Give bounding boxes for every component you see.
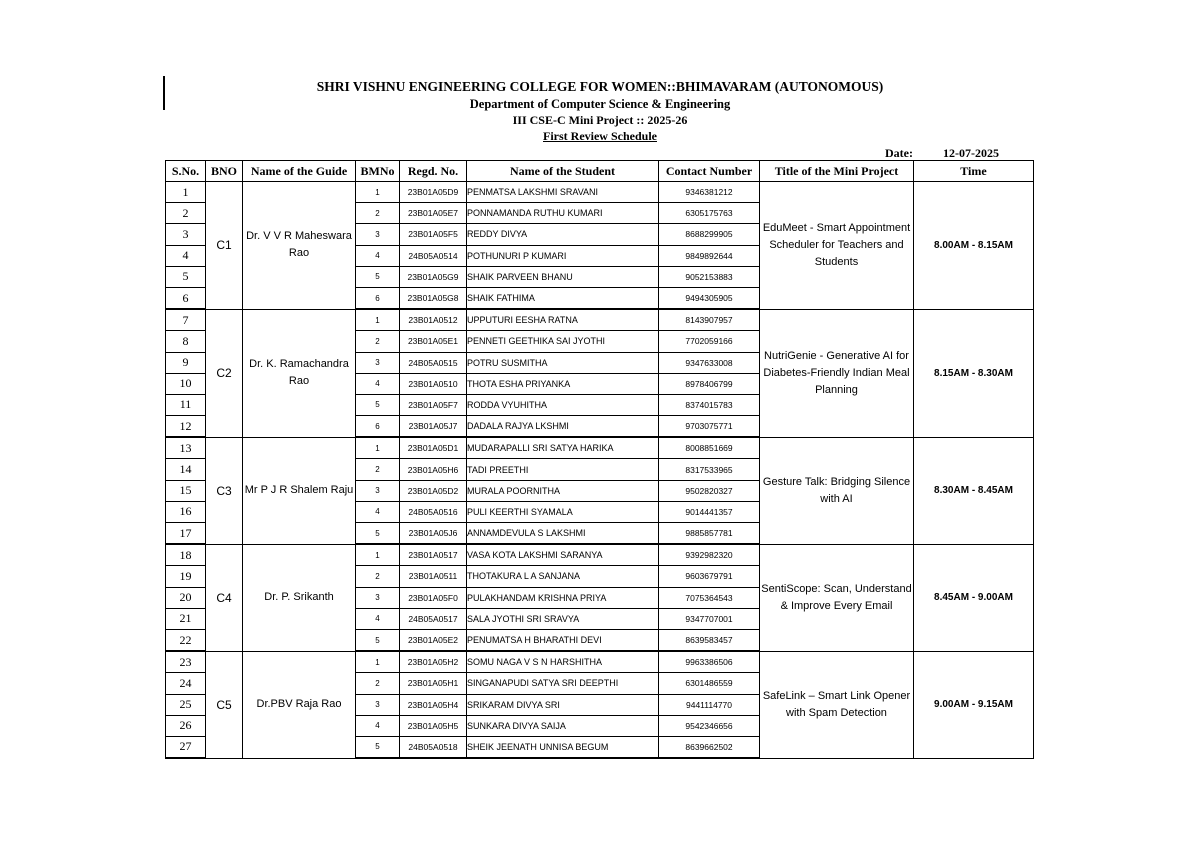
student-header: Name of the Student — [467, 161, 659, 182]
serial-number: 26 — [166, 715, 206, 736]
contact-number: 7075364543 — [659, 587, 760, 608]
batch-member-number: 5 — [356, 266, 400, 287]
registration-number: 23B01A05F0 — [400, 587, 467, 608]
contact-number: 9963386506 — [659, 651, 760, 673]
serial-number: 22 — [166, 629, 206, 651]
registration-number: 24B05A0515 — [400, 352, 467, 373]
time-slot: 8.45AM - 9.00AM — [914, 544, 1034, 651]
batch-member-number: 5 — [356, 736, 400, 758]
student-name: MURALA POORNITHA — [467, 480, 659, 501]
serial-number: 20 — [166, 587, 206, 608]
serial-number: 5 — [166, 266, 206, 287]
serial-number: 25 — [166, 694, 206, 715]
registration-number: 23B01A05G8 — [400, 287, 467, 309]
serial-number: 24 — [166, 673, 206, 694]
guide-name: Mr P J R Shalem Raju — [243, 437, 356, 544]
student-name: PENUMATSA H BHARATHI DEVI — [467, 629, 659, 651]
contact-number: 8688299905 — [659, 224, 760, 245]
table-row — [166, 437, 1034, 459]
student-name: ANNAMDEVULA S LAKSHMI — [467, 523, 659, 545]
contact-number: 6301486559 — [659, 673, 760, 694]
serial-number: 16 — [166, 501, 206, 522]
registration-number: 24B05A0518 — [400, 736, 467, 758]
contact-number: 9494305905 — [659, 287, 760, 309]
batch-member-number: 3 — [356, 480, 400, 501]
registration-number: 23B01A0517 — [400, 544, 467, 566]
registration-number: 23B01A05E1 — [400, 331, 467, 352]
student-name: TADI PREETHI — [467, 459, 659, 480]
batch-member-number: 5 — [356, 523, 400, 545]
project-title-cell: EduMeet - Smart Appointment Scheduler for Teachers and Students — [760, 182, 914, 310]
contact-number: 9885857781 — [659, 523, 760, 545]
guide-header: Name of the Guide — [243, 161, 356, 182]
student-name: POTHUNURI P KUMARI — [467, 245, 659, 266]
student-name: THOTAKURA L A SANJANA — [467, 566, 659, 587]
batch-member-number: 2 — [356, 459, 400, 480]
student-name: PONNAMANDA RUTHU KUMARI — [467, 203, 659, 224]
registration-number: 23B01A05D1 — [400, 437, 467, 459]
contact-number: 9703075771 — [659, 416, 760, 438]
registration-number: 24B05A0517 — [400, 608, 467, 629]
student-name: POTRU SUSMITHA — [467, 352, 659, 373]
time-slot: 8.15AM - 8.30AM — [914, 309, 1034, 437]
student-name: DADALA RAJYA LKSHMI — [467, 416, 659, 438]
registration-number: 23B01A05H2 — [400, 651, 467, 673]
serial-number: 14 — [166, 459, 206, 480]
contact-number: 6305175763 — [659, 203, 760, 224]
batch-member-number: 5 — [356, 629, 400, 651]
serial-number: 18 — [166, 544, 206, 566]
contact-number: 8978406799 — [659, 373, 760, 394]
college-title: SHRI VISHNU ENGINEERING COLLEGE FOR WOMEN::BHIMAVARAM (AUTONOMOUS) — [316, 79, 884, 94]
batch-member-number: 3 — [356, 587, 400, 608]
serial-number: 7 — [166, 309, 206, 331]
serial-number: 2 — [166, 203, 206, 224]
contact-number: 8317533965 — [659, 459, 760, 480]
time-slot: 8.30AM - 8.45AM — [914, 437, 1034, 544]
batch-member-number: 6 — [356, 287, 400, 309]
registration-number: 23B01A05H1 — [400, 673, 467, 694]
serial-number: 27 — [166, 736, 206, 758]
bno-header: BNO — [206, 161, 243, 182]
student-name: SHAIK PARVEEN BHANU — [467, 266, 659, 287]
student-name: MUDARAPALLI SRI SATYA HARIKA — [467, 437, 659, 459]
batch-member-number: 3 — [356, 694, 400, 715]
serial-number: 4 — [166, 245, 206, 266]
serial-number: 11 — [166, 394, 206, 415]
student-name: SINGANAPUDI SATYA SRI DEEPTHI — [467, 673, 659, 694]
serial-number: 1 — [166, 182, 206, 203]
student-name: RODDA VYUHITHA — [467, 394, 659, 415]
table-row — [166, 651, 1034, 673]
registration-number: 23B01A05J6 — [400, 523, 467, 545]
time-slot: 9.00AM - 9.15AM — [914, 651, 1034, 758]
contact-header: Contact Number — [659, 161, 760, 182]
student-name: UPPUTURI EESHA RATNA — [467, 309, 659, 331]
registration-number: 23B01A05H4 — [400, 694, 467, 715]
batch-member-number: 3 — [356, 352, 400, 373]
schedule-title: First Review Schedule — [543, 129, 657, 143]
registration-number: 23B01A05H6 — [400, 459, 467, 480]
contact-number: 9502820327 — [659, 480, 760, 501]
student-name: VASA KOTA LAKSHMI SARANYA — [467, 544, 659, 566]
guide-name: Dr. K. Ramachandra Rao — [243, 309, 356, 437]
batch-member-number: 2 — [356, 566, 400, 587]
serial-number: 17 — [166, 523, 206, 545]
student-name: PULI KEERTHI SYAMALA — [467, 501, 659, 522]
registration-number: 23B01A05F7 — [400, 394, 467, 415]
batch-member-number: 4 — [356, 715, 400, 736]
batch-number: C1 — [206, 182, 243, 310]
contact-number: 8374015783 — [659, 394, 760, 415]
bmno-header: BMNo — [356, 161, 400, 182]
title-header: Title of the Mini Project — [760, 161, 914, 182]
serial-number: 6 — [166, 287, 206, 309]
registration-number: 23B01A0510 — [400, 373, 467, 394]
registration-number: 23B01A05E7 — [400, 203, 467, 224]
registration-number: 24B05A0514 — [400, 245, 467, 266]
contact-number: 9347707001 — [659, 608, 760, 629]
student-name: SUNKARA DIVYA SAIJA — [467, 715, 659, 736]
serial-number: 10 — [166, 373, 206, 394]
guide-name: Dr.PBV Raja Rao — [243, 651, 356, 758]
registration-number: 24B05A0516 — [400, 501, 467, 522]
time-header: Time — [914, 161, 1034, 182]
contact-number: 8143907957 — [659, 309, 760, 331]
batch-member-number: 2 — [356, 331, 400, 352]
batch-member-number: 6 — [356, 416, 400, 438]
student-name: PENMATSA LAKSHMI SRAVANI — [467, 182, 659, 203]
contact-number: 9441114770 — [659, 694, 760, 715]
batch-member-number: 1 — [356, 651, 400, 673]
serial-number: 8 — [166, 331, 206, 352]
student-name: SRIKARAM DIVYA SRI — [467, 694, 659, 715]
regd-header: Regd. No. — [400, 161, 467, 182]
batch-number: C3 — [206, 437, 243, 544]
table-row — [166, 309, 1034, 331]
student-name: SHEIK JEENATH UNNISA BEGUM — [467, 736, 659, 758]
batch-number: C5 — [206, 651, 243, 758]
time-slot: 8.00AM - 8.15AM — [914, 182, 1034, 310]
contact-number: 9346381212 — [659, 182, 760, 203]
serial-number: 15 — [166, 480, 206, 501]
project-title-cell: SafeLink – Smart Link Opener with Spam Detection — [760, 651, 914, 758]
batch-member-number: 2 — [356, 203, 400, 224]
contact-number: 9014441357 — [659, 501, 760, 522]
contact-number: 9052153883 — [659, 266, 760, 287]
serial-number: 21 — [166, 608, 206, 629]
serial-number: 12 — [166, 416, 206, 438]
batch-member-number: 4 — [356, 245, 400, 266]
student-name: SALA JYOTHI SRI SRAVYA — [467, 608, 659, 629]
registration-number: 23B01A05J7 — [400, 416, 467, 438]
batch-member-number: 4 — [356, 501, 400, 522]
table-header-row — [166, 161, 1034, 182]
registration-number: 23B01A05D2 — [400, 480, 467, 501]
contact-number: 9392982320 — [659, 544, 760, 566]
student-name: SOMU NAGA V S N HARSHITHA — [467, 651, 659, 673]
project-title-cell: Gesture Talk: Bridging Silence with AI — [760, 437, 914, 544]
contact-number: 8639583457 — [659, 629, 760, 651]
contact-number: 9347633008 — [659, 352, 760, 373]
project-title-cell: SentiScope: Scan, Understand & Improve Every Email — [760, 544, 914, 651]
date-value: 12-07-2025 — [943, 146, 999, 160]
serial-number: 3 — [166, 224, 206, 245]
batch-member-number: 1 — [356, 309, 400, 331]
student-name: REDDY DIVYA — [467, 224, 659, 245]
department-title: Department of Computer Science & Engineering — [469, 97, 731, 111]
student-name: PENNETI GEETHIKA SAI JYOTHI — [467, 331, 659, 352]
serial-number: 9 — [166, 352, 206, 373]
registration-number: 23B01A05G9 — [400, 266, 467, 287]
registration-number: 23B01A05F5 — [400, 224, 467, 245]
contact-number: 9849892644 — [659, 245, 760, 266]
contact-number: 9542346656 — [659, 715, 760, 736]
student-name: THOTA ESHA PRIYANKA — [467, 373, 659, 394]
batch-member-number: 4 — [356, 373, 400, 394]
date-label: Date: — [885, 146, 913, 160]
registration-number: 23B01A05D9 — [400, 182, 467, 203]
registration-number: 23B01A05E2 — [400, 629, 467, 651]
batch-member-number: 2 — [356, 673, 400, 694]
guide-name: Dr. V V R Maheswara Rao — [243, 182, 356, 310]
contact-number: 7702059166 — [659, 331, 760, 352]
batch-member-number: 1 — [356, 437, 400, 459]
registration-number: 23B01A0512 — [400, 309, 467, 331]
batch-member-number: 1 — [356, 544, 400, 566]
table-body — [166, 182, 1034, 759]
contact-number: 8008851669 — [659, 437, 760, 459]
project-title-cell: NutriGenie - Generative AI for Diabetes-Friendly Indian Meal Planning — [760, 309, 914, 437]
batch-member-number: 1 — [356, 182, 400, 203]
student-name: SHAIK FATHIMA — [467, 287, 659, 309]
serial-number: 19 — [166, 566, 206, 587]
batch-number: C4 — [206, 544, 243, 651]
schedule-table — [165, 160, 1034, 759]
table-row — [166, 182, 1034, 203]
project-title: III CSE-C Mini Project :: 2025-26 — [512, 113, 688, 127]
batch-member-number: 5 — [356, 394, 400, 415]
guide-name: Dr. P. Srikanth — [243, 544, 356, 651]
serial-number: 23 — [166, 651, 206, 673]
contact-number: 8639662502 — [659, 736, 760, 758]
contact-number: 9603679791 — [659, 566, 760, 587]
student-name: PULAKHANDAM KRISHNA PRIYA — [467, 587, 659, 608]
batch-member-number: 3 — [356, 224, 400, 245]
batch-member-number: 4 — [356, 608, 400, 629]
registration-number: 23B01A0511 — [400, 566, 467, 587]
registration-number: 23B01A05H5 — [400, 715, 467, 736]
batch-number: C2 — [206, 309, 243, 437]
sno-header: S.No. — [166, 161, 206, 182]
table-row — [166, 544, 1034, 566]
serial-number: 13 — [166, 437, 206, 459]
